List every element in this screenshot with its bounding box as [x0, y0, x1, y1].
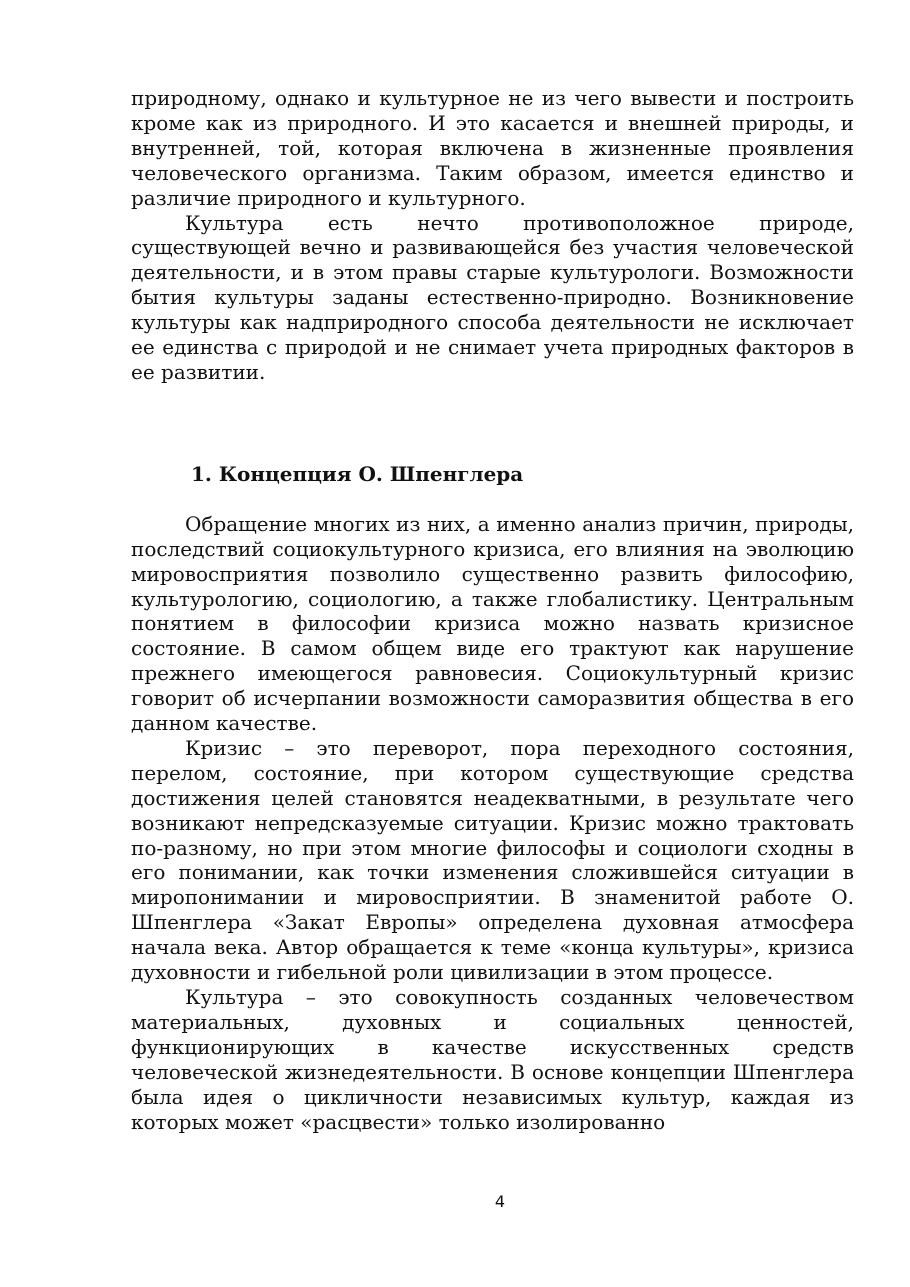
section-heading: 1. Концепция О. Шпенглера: [191, 461, 524, 486]
page-body: [131, 86, 854, 1134]
paragraph-crisis-philosophy: Обращение многих из них, а именно анализ причин, природы, последствий социокультурного кризиса, его влияния на эволюцию мировосприятия позволило существенно развить философию, культурологию, социологию, а также глобалистику. Центральным понятием в философии кризиса можно назвать кризисное состояние. В самом общем виде его трактуют как нарушение прежнего имеющегося равновесия. Социокультурный кризис говорит об исчерпании возможности саморазвития общества в его данном качестве.: [131, 511, 854, 736]
spacer: [131, 487, 854, 512]
paragraph-culture-definition: Культура – это совокупность созданных человечеством материальных, духовных и социальных ценностей, функционирующих в качестве искусственных средств человеческой жизнедеятельности. В основе концепции Шпенглера была идея о цикличности независимых культур, каждая из которых может «расцвести» только изолированно: [131, 985, 854, 1134]
spacer: [131, 385, 854, 462]
paragraph-crisis-definition: Кризис – это переворот, пора переходного состояния, перелом, состояние, при котором существующие средства достижения целей становятся неадекватными, в результате чего возникают непредсказуемые ситуации. Кризис можно трактовать по-разному, но при этом многие философы и социологи сходны в его понимании, как точки изменения сложившейся ситуации в миропонимании и мировосприятии. В знаменитой работе О. Шпенглера «Закат Европы» определена духовная атмосфера начала века. Автор обращается к теме «конца культуры», кризиса духовности и гибельной роли цивилизации в этом процессе.: [131, 735, 854, 985]
paragraph-culture-nature: Культура есть нечто противоположное природе, существующей вечно и развивающейся без участия человеческой деятельности, и в этом правы старые культурологи. Возможности бытия культуры заданы естественно-природно. Возникновение культуры как надприродного способа деятельности не исключает ее единства с природой и не снимает учета природных факторов в ее развитии.: [131, 210, 854, 384]
paragraph-continuation: природному, однако и культурное не из чего вывести и построить кроме как из природного. И это касается и внешней природы, и внутренней, той, которая включена в жизненные проявления человеческого организма. Таким образом, имеется единство и различие природного и культурного.: [131, 86, 854, 210]
page-number: 4: [494, 1192, 506, 1211]
